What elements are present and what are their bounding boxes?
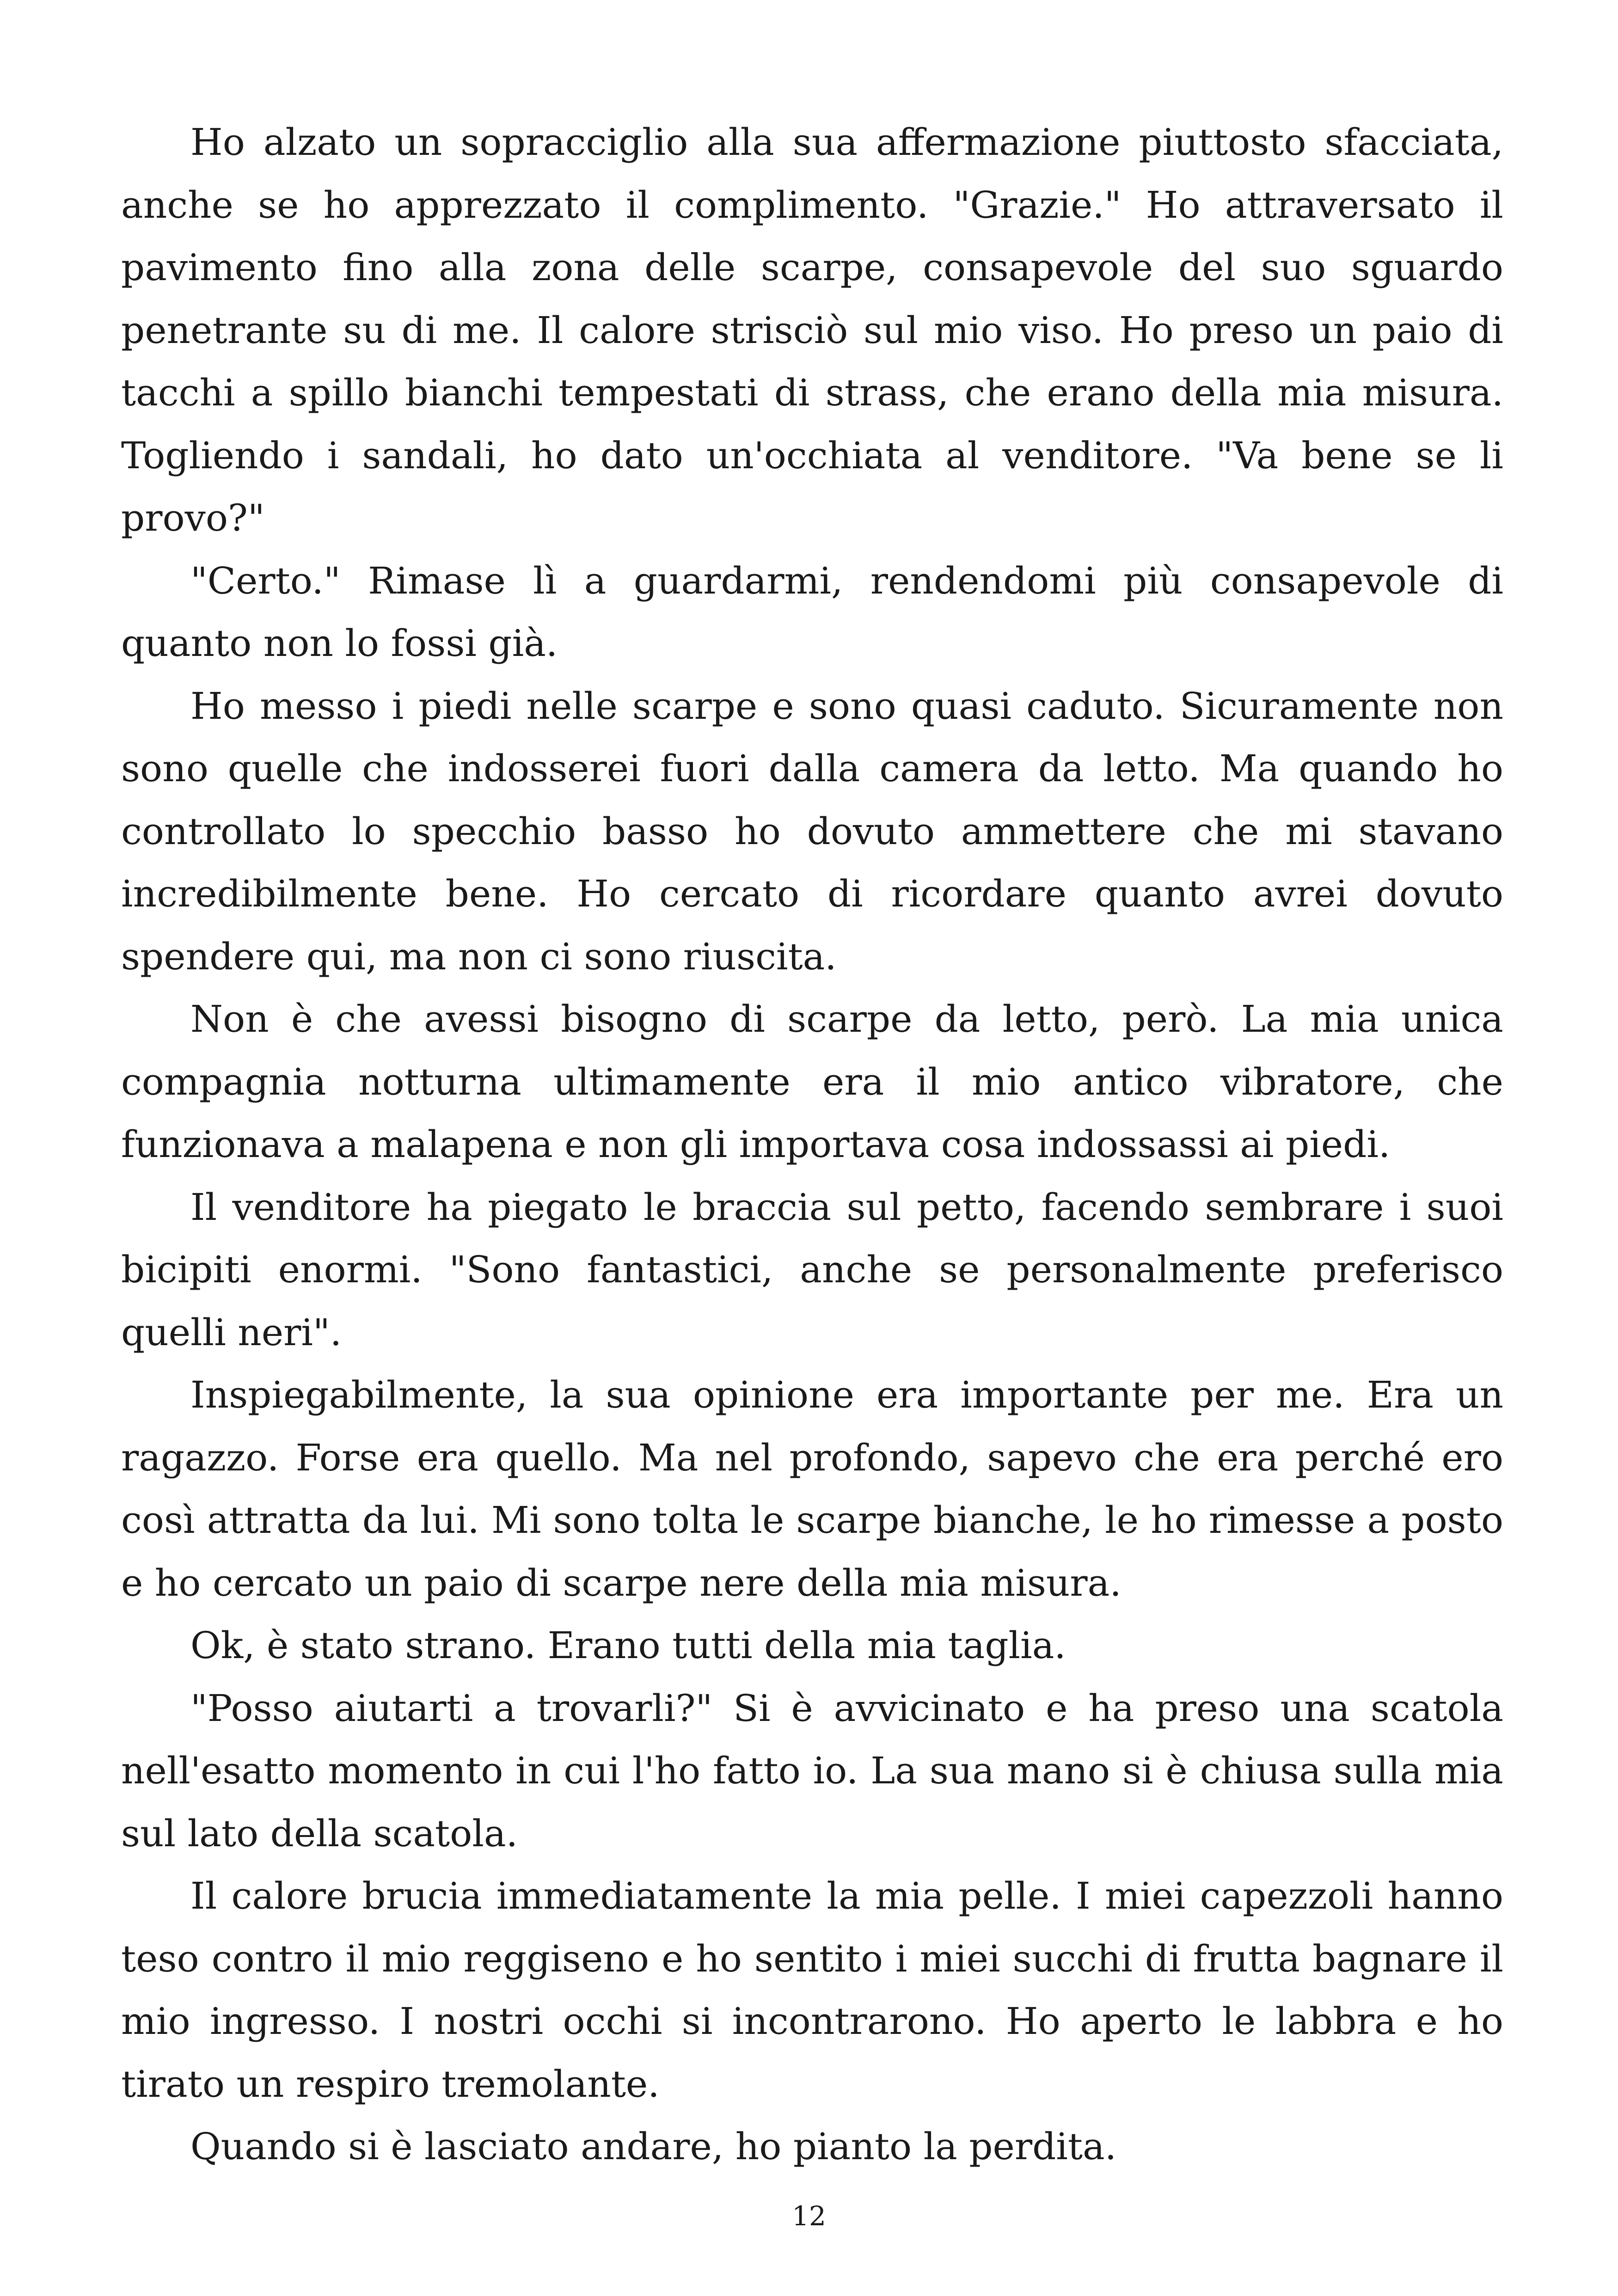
- paragraph-4: Non è che avessi bisogno di scarpe da letto, però. La mia unica compagnia notturna ultimamente era il mio antico vibratore, che funzionava a malapena e non gli importava cosa indossassi ai piedi.: [121, 998, 1503, 1166]
- paragraph-8: "Posso aiutarti a trovarli?" Si è avvicinato e ha preso una scatola nell'esatto momento in cui l'ho fatto io. La sua mano si è chiusa sulla mia sul lato della scatola.: [121, 1686, 1503, 1855]
- page-number: 12: [792, 2200, 826, 2232]
- paragraph-10: Quando si è lasciato andare, ho pianto la perdita.: [190, 2125, 1117, 2168]
- paragraph-5: Il venditore ha piegato le braccia sul petto, facendo sembrare i suoi bicipiti enormi. "Sono fantastici, anche se personalmente preferisco quelli neri".: [121, 1185, 1503, 1354]
- paragraph-2: "Certo." Rimase lì a guardarmi, rendendomi più consapevole di quanto non lo fossi già.: [121, 559, 1503, 665]
- paragraph-1: Ho alzato un sopracciglio alla sua affermazione piuttosto sfacciata, anche se ho apprezzato il complimento. "Grazie." Ho attraversato il pavimento fino alla zona delle scarpe, consapevole del suo sguardo penetrante su di me. Il calore strisciò sul mio viso. Ho preso un paio di tacchi a spillo bianchi tempestati di strass, che erano della mia misura. Togliendo i sandali, ho dato un'occhiata al venditore. "Va bene se li provo?": [121, 121, 1503, 539]
- body-text: [121, 111, 1503, 2178]
- paragraph-6: Inspiegabilmente, la sua opinione era importante per me. Era un ragazzo. Forse era quello. Ma nel profondo, sapevo che era perché ero così attratta da lui. Mi sono tolta le scarpe bianche, le ho rimesse a posto e ho cercato un paio di scarpe nere della mia misura.: [121, 1373, 1503, 1604]
- paragraph-9: Il calore brucia immediatamente la mia pelle. I miei capezzoli hanno teso contro il mio reggiseno e ho sentito i miei succhi di frutta bagnare il mio ingresso. I nostri occhi si incontrarono. Ho aperto le labbra e ho tirato un respiro tremolante.: [121, 1874, 1503, 2106]
- paragraph-3: Ho messo i piedi nelle scarpe e sono quasi caduto. Sicuramente non sono quelle che indosserei fuori dalla camera da letto. Ma quando ho controllato lo specchio basso ho dovuto ammettere che mi stavano incredibilmente bene. Ho cercato di ricordare quanto avrei dovuto spendere qui, ma non ci sono riuscita.: [121, 684, 1503, 978]
- paragraph-7: Ok, è stato strano. Erano tutti della mia taglia.: [190, 1624, 1066, 1667]
